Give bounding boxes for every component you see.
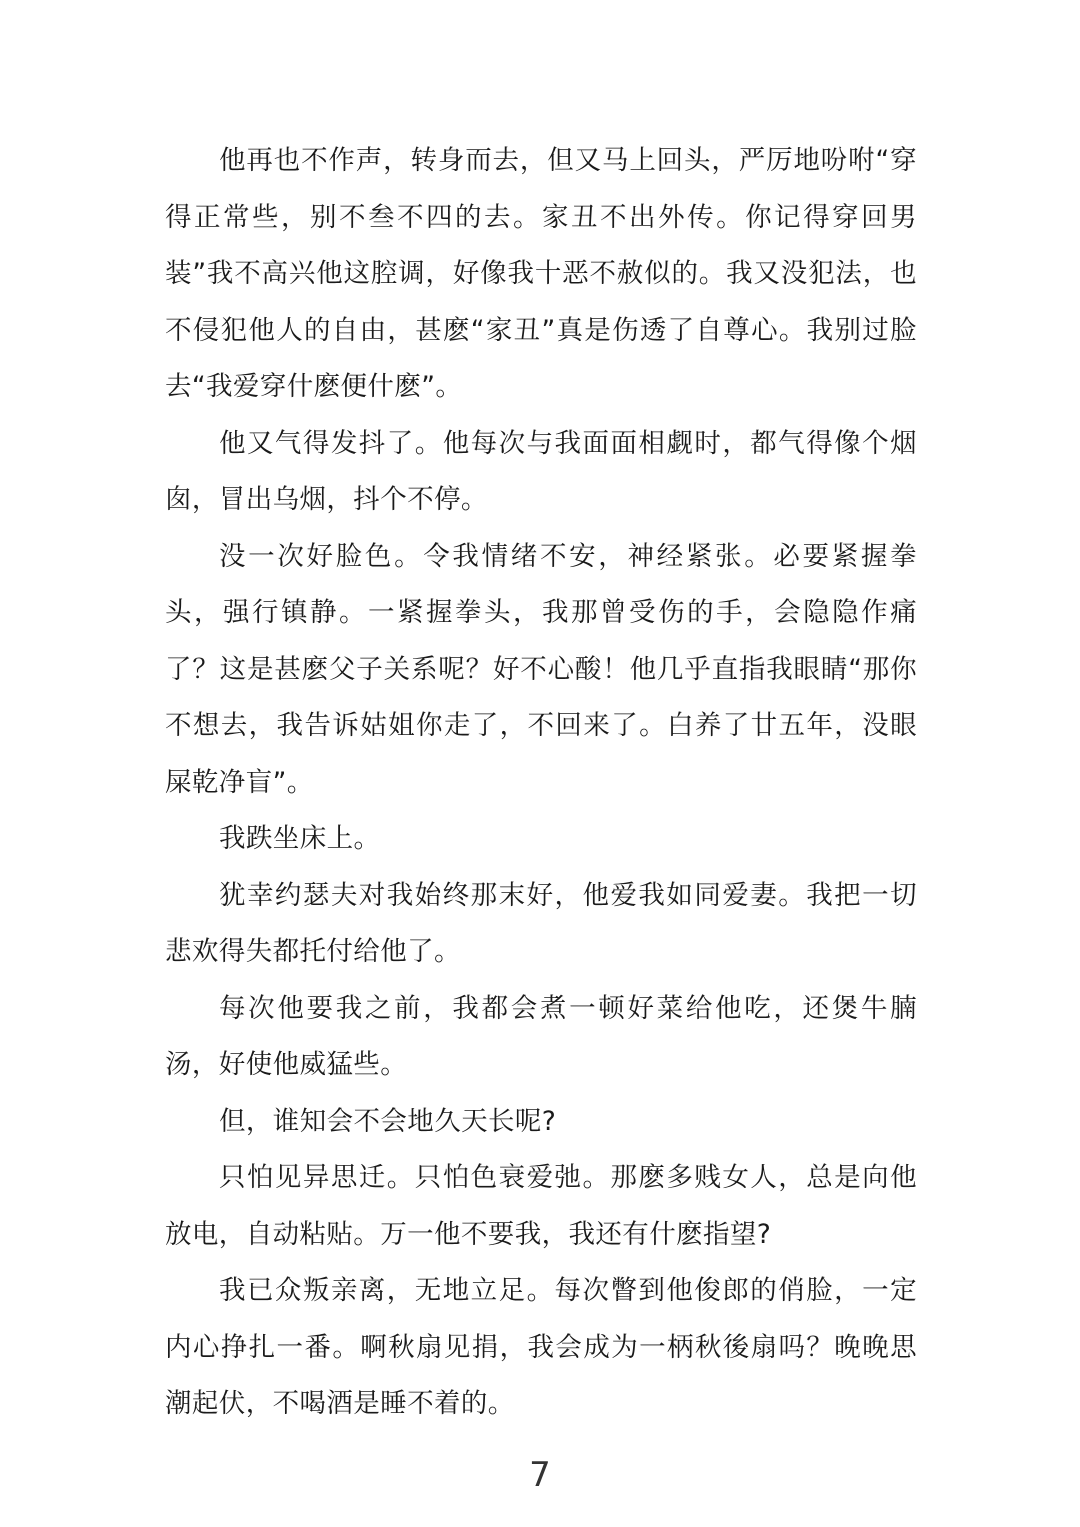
paragraph: 他再也不作声，转身而去，但又马上回头，严厉地吩咐“穿得正常些，别不叁不四的去。家丑不出外传。你记得穿回男装”我不高兴他这腔调，好像我十恶不赦似的。我又没犯法，也不侵犯他人的自由，甚麽“家丑”真是伤透了自尊心。我别过脸去“我爱穿什麽便什麽”。 <box>165 145 917 402</box>
page-number: 7 <box>529 1455 551 1495</box>
paragraph: 每次他要我之前，我都会煮一顿好菜给他吃，还煲牛腩汤，好使他威猛些。 <box>165 992 917 1080</box>
paragraph: 我已众叛亲离，无地立足。每次瞥到他俊郎的俏脸，一定内心挣扎一番。啊秋扇见捐，我会成为一柄秋後扇吗？晚晚思潮起伏，不喝酒是睡不着的。 <box>165 1275 917 1419</box>
paragraph: 我跌坐床上。 <box>219 823 381 854</box>
paragraph: 他又气得发抖了。他每次与我面面相觑时，都气得像个烟囱，冒出乌烟，抖个不停。 <box>165 427 917 515</box>
paragraph: 没一次好脸色。令我情绪不安，神经紧张。必要紧握拳头，强行镇静。一紧握拳头，我那曾受伤的手，会隐隐作痛了？这是甚麽父子关系呢？好不心酸！他几乎直指我眼睛“那你不想去，我告诉姑姐你走了，不回来了。白养了廿五年，没眼屎乾净盲”。 <box>165 540 917 798</box>
paragraph: 只怕见异思迁。只怕色衰爱弛。那麽多贱女人，总是向他放电，自动粘贴。万一他不要我，我还有什麽指望? <box>165 1162 917 1250</box>
body-text <box>165 133 917 1433</box>
paragraph: 但，谁知会不会地久天长呢? <box>219 1105 557 1137</box>
paragraph: 犹幸约瑟夫对我始终那末好，他爱我如同爱妻。我把一切悲欢得失都托付给他了。 <box>165 879 917 967</box>
